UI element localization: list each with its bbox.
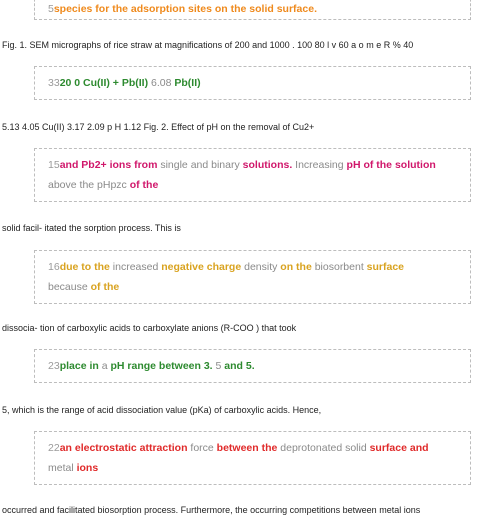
- unmatched-text: above the pHpzc: [48, 179, 130, 191]
- matched-text: and 5.: [224, 360, 255, 372]
- match-number: 16: [48, 261, 60, 273]
- unmatched-text: single and binary: [157, 159, 243, 171]
- matched-text: surface: [366, 261, 405, 273]
- matched-text: of the: [129, 179, 159, 191]
- match-block-2: [34, 66, 471, 100]
- unmatched-text: force: [187, 442, 217, 454]
- matched-text: an electrostatic attraction: [59, 442, 188, 454]
- match-number: 15: [48, 159, 60, 171]
- paragraph-text: 5, which is the range of acid dissociation value (pKa) of carboxylic acids. Hence,: [2, 405, 322, 415]
- paragraph-text: occurred and facilitated biosorption process. Furthermore, the occurring competitions between metal ions: [2, 505, 421, 515]
- matched-text: on the: [280, 261, 312, 273]
- matched-text: surface and: [369, 442, 429, 454]
- match-number: 22: [48, 442, 60, 454]
- matched-text: pH range between 3.: [110, 360, 213, 372]
- matched-text: solutions.: [242, 159, 293, 171]
- matched-text: between the: [216, 442, 278, 454]
- matched-text: Pb(II): [174, 77, 201, 89]
- unmatched-text: metal: [48, 462, 77, 474]
- match-number: 33: [48, 77, 60, 89]
- matched-text: due to the: [59, 261, 110, 273]
- match-block-4: [34, 250, 471, 304]
- matched-text: species for the adsorption sites on the solid surface.: [53, 3, 317, 15]
- matched-text: negative charge: [161, 261, 242, 273]
- unmatched-text: a: [98, 360, 111, 372]
- match-number: 23: [48, 360, 60, 372]
- unmatched-text: biosorbent: [311, 261, 367, 273]
- paragraph-text: Fig. 1. SEM micrographs of rice straw at magnifications of 200 and 1000 . 100 80 l v 60 a o m e R % 40: [2, 40, 414, 50]
- matched-text: pH of the solution: [346, 159, 436, 171]
- unmatched-text: because: [48, 281, 91, 293]
- match-block-3: [34, 148, 471, 202]
- unmatched-text: deprotonated solid: [277, 442, 370, 454]
- matched-text: 20 0 Cu(II) + Pb(II): [59, 77, 149, 89]
- match-number: 5: [48, 3, 54, 15]
- paragraph-text: dissocia- tion of carboxylic acids to carboxylate anions (R-COO ) that took: [2, 323, 297, 333]
- match-block-6: [34, 431, 471, 485]
- matched-text: of the: [90, 281, 120, 293]
- unmatched-text: 5: [212, 360, 225, 372]
- unmatched-text: increased: [109, 261, 162, 273]
- paragraph-text: solid facil- itated the sorption process. This is: [2, 223, 181, 233]
- match-block-1: [34, 0, 471, 20]
- match-block-5: [34, 349, 471, 383]
- unmatched-text: Increasing: [292, 159, 347, 171]
- unmatched-text: 6.08: [148, 77, 175, 89]
- matched-text: and Pb2+ ions from: [59, 159, 158, 171]
- matched-text: ions: [76, 462, 99, 474]
- matched-text: place in: [59, 360, 99, 372]
- unmatched-text: density: [241, 261, 281, 273]
- paragraph-text: 5.13 4.05 Cu(II) 3.17 2.09 p H 1.12 Fig. 2. Effect of pH on the removal of Cu2+: [2, 122, 315, 132]
